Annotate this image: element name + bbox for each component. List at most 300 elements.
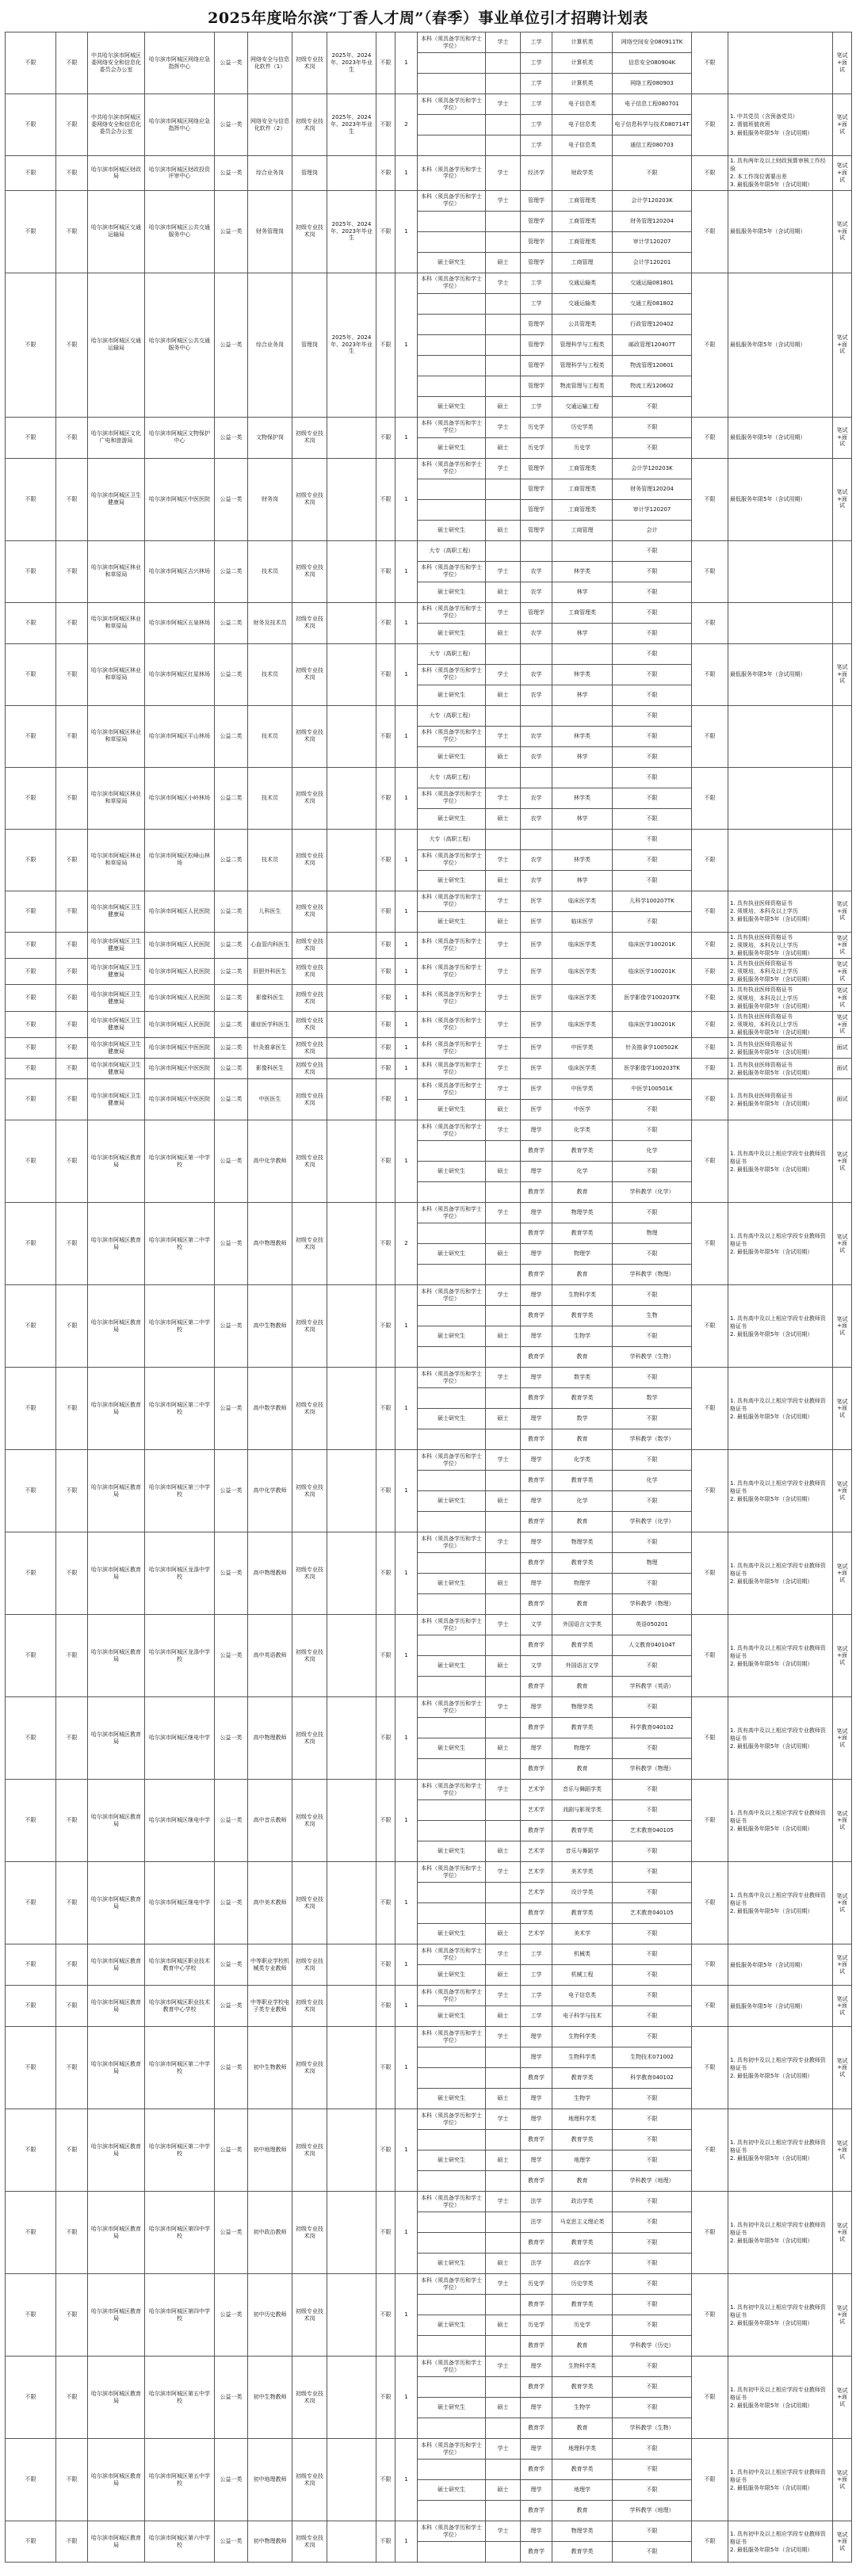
major-cell: 艺术教育040105 [613,1903,692,1924]
household-cell: 不限 [56,891,88,932]
post-category-cell: 初级专业技术岗 [292,417,327,458]
degree-cell: 学士 [486,1697,521,1718]
degree-cell: 硕士 [486,911,521,932]
major-cell: 不限 [613,417,692,437]
table-row [6,891,852,911]
employer-cell: 哈尔滨市阿城区教育局 [88,1285,145,1368]
household-cell: 不限 [56,2357,88,2439]
region-cell: 不限 [6,1285,56,1368]
headcount-cell: 1 [396,2439,418,2521]
headcount-cell: 1 [396,985,418,1011]
major-cell: 数学 [613,1388,692,1409]
major-cell: 针灸推拿学100502K [613,1038,692,1059]
degree-cell: 学士 [486,156,521,191]
unit-level-cell: 公益一类 [215,1285,248,1368]
code-cell: 不限 [376,1862,396,1944]
headcount-cell: 1 [396,829,418,891]
discipline-cell: 理学 [521,2480,552,2501]
unit-cell: 哈尔滨市阿城区第四中学校 [145,2192,215,2274]
headcount-cell: 1 [396,156,418,191]
education-cell: 硕士研究生 [418,870,486,891]
major-category-cell: 教育学类 [552,1718,613,1738]
education-cell [418,1883,486,1903]
table-row [6,190,852,211]
education-cell [418,1800,486,1821]
discipline-cell: 工学 [521,135,552,156]
major-cell: 学科教学（生物） [613,1347,692,1368]
degree-cell [486,1594,521,1615]
degree-cell: 学士 [486,94,521,115]
region-cell: 不限 [6,540,56,602]
discipline-cell: 教育学 [521,2295,552,2315]
major-cell: 不限 [613,2521,692,2542]
major-cell: 学科教学（英语） [613,1677,692,1697]
major-category-cell: 教育学类 [552,1553,613,1574]
education-cell [418,53,486,74]
degree-cell [486,2501,521,2521]
education-cell: 本科（须具备学历和学士学位） [418,273,486,293]
discipline-cell: 农学 [521,582,552,602]
exam-method-cell: 笔试+面试 [833,417,852,458]
degree-cell: 硕士 [486,1326,521,1347]
degree-cell: 硕士 [486,1841,521,1862]
exam-method-cell: 笔试+面试 [833,94,852,156]
degree-cell [486,1388,521,1409]
discipline-cell: 艺术学 [521,1862,552,1883]
education-cell: 硕士研究生 [418,808,486,829]
major-category-cell: 生物学 [552,2398,613,2418]
household-cell: 不限 [56,643,88,705]
post-category-cell: 初级专业技术岗 [292,1011,327,1037]
major-cell: 不限 [613,829,692,849]
code-cell: 不限 [376,891,396,932]
household-cell: 不限 [56,1986,88,2027]
exam-method-cell [833,705,852,767]
major-category-cell: 教育 [552,1347,613,1368]
post-category-cell: 初级专业技术岗 [292,1780,327,1862]
major-category-cell: 工商管理 [552,252,613,273]
discipline-cell: 理学 [521,2150,552,2171]
age-cell: 不限 [692,32,728,94]
table-row [6,2109,852,2130]
region-cell: 不限 [6,1986,56,2027]
unit-cell: 哈尔滨市阿城区网络应急指挥中心 [145,94,215,156]
major-cell: 不限 [613,849,692,870]
headcount-cell: 1 [396,2109,418,2192]
employer-cell: 哈尔滨市阿城区林业和草原局 [88,829,145,891]
major-cell: 不限 [613,1285,692,1306]
major-category-cell: 化学类 [552,1450,613,1471]
major-cell: 不限 [613,767,692,788]
major-cell: 临床医学100201K [613,932,692,958]
household-cell: 不限 [56,1285,88,1368]
degree-cell [486,2295,521,2315]
discipline-cell: 教育学 [521,2542,552,2563]
table-row [6,1203,852,1223]
discipline-cell: 管理学 [521,520,552,540]
education-cell: 本科（须具备学历和学士学位） [418,190,486,211]
major-category-cell: 教育学类 [552,1388,613,1409]
unit-cell: 哈尔滨市阿城区中医医院 [145,1079,215,1120]
discipline-cell: 管理学 [521,458,552,479]
major-cell: 英语050201 [613,1615,692,1635]
degree-cell [486,1883,521,1903]
age-cell: 不限 [692,1780,728,1862]
discipline-cell [521,705,552,726]
post-name-cell: 技术员 [248,705,292,767]
major-cell: 不限 [613,2254,692,2274]
education-cell [418,74,486,94]
education-cell: 硕士研究生 [418,685,486,705]
degree-cell [486,2130,521,2150]
education-cell: 硕士研究生 [418,2150,486,2171]
post-category-cell: 初级专业技术岗 [292,32,327,94]
exam-method-cell: 笔试+面试 [833,32,852,94]
major-cell: 不限 [613,2027,692,2047]
discipline-cell: 理学 [521,1326,552,1347]
unit-cell: 哈尔滨市阿城区继电中学 [145,1780,215,1862]
discipline-cell: 医学 [521,932,552,958]
education-cell: 硕士研究生 [418,1574,486,1594]
discipline-cell: 理学 [521,2109,552,2130]
major-cell: 科学教育040102 [613,2068,692,2089]
exam-method-cell: 面试 [833,1038,852,1059]
major-cell: 不限 [613,1800,692,1821]
major-cell: 不限 [613,2006,692,2027]
unit-cell: 哈尔滨市阿城区第六中学校 [145,2521,215,2563]
post-category-cell: 初级专业技术岗 [292,1986,327,2027]
major-cell: 会计学120201 [613,252,692,273]
discipline-cell: 农学 [521,849,552,870]
table-row [6,767,852,788]
degree-cell: 学士 [486,2439,521,2460]
age-cell: 不限 [692,2192,728,2274]
requirements-cell: 1. 具有执业医师资格证书 2. 最低服务年限5年（含试用期） [728,1038,833,1059]
major-category-cell: 计算机类 [552,74,613,94]
post-name-cell: 中等职业学校电子类专业教师 [248,1986,292,2027]
education-cell [418,2377,486,2398]
unit-level-cell: 公益一类 [215,94,248,156]
degree-cell [486,2171,521,2192]
major-cell: 生物 [613,1306,692,1326]
education-cell [418,479,486,499]
table-row [6,705,852,726]
degree-cell: 硕士 [486,2254,521,2274]
major-category-cell: 计算机类 [552,53,613,74]
degree-cell: 学士 [486,849,521,870]
post-category-cell: 初级专业技术岗 [292,1203,327,1285]
code-cell: 不限 [376,156,396,191]
degree-cell: 学士 [486,932,521,958]
major-category-cell: 林学类 [552,849,613,870]
household-cell: 不限 [56,985,88,1011]
age-cell: 不限 [692,190,728,273]
household-cell: 不限 [56,156,88,191]
region-cell: 不限 [6,1615,56,1697]
table-row [6,1368,852,1388]
requirements-cell: 最低服务年限5年（含试用期） [728,190,833,273]
age-cell: 不限 [692,1368,728,1450]
major-category-cell: 生物科学类 [552,2047,613,2068]
degree-cell: 硕士 [486,582,521,602]
age-cell: 不限 [692,2274,728,2357]
major-category-cell: 交通运输类 [552,273,613,293]
major-cell: 信息安全080904K [613,53,692,74]
unit-cell: 哈尔滨市阿城区第二中学校 [145,1368,215,1450]
post-name-cell: 初中政治教师 [248,2192,292,2274]
requirements-cell [728,767,833,829]
major-category-cell: 管理科学与工程类 [552,355,613,376]
degree-cell: 学士 [486,561,521,582]
major-cell: 不限 [613,2439,692,2460]
degree-cell [486,231,521,252]
education-cell: 本科（须具备学历和学士学位） [418,1368,486,1388]
headcount-cell: 2 [396,1203,418,1285]
household-cell: 不限 [56,932,88,958]
education-cell: 硕士研究生 [418,746,486,767]
employer-cell: 哈尔滨市阿城区教育局 [88,1944,145,1986]
post-name-cell: 技术员 [248,540,292,602]
post-category-cell: 初级专业技术岗 [292,1697,327,1780]
table-row [6,1059,852,1079]
degree-cell [486,1800,521,1821]
major-category-cell: 物理学 [552,1244,613,1265]
major-cell: 学科教学（化学） [613,1182,692,1203]
degree-cell: 硕士 [486,1100,521,1120]
major-category-cell: 财政学类 [552,156,613,191]
employer-cell: 哈尔滨市阿城区教育局 [88,2192,145,2274]
major-category-cell: 数学类 [552,1368,613,1388]
age-cell: 不限 [692,1038,728,1059]
education-cell: 本科（须具备学历和学士学位） [418,1450,486,1471]
graduate-cohort-cell [327,1986,376,2027]
region-cell: 不限 [6,2357,56,2439]
major-cell: 不限 [613,2315,692,2336]
region-cell: 不限 [6,2192,56,2274]
code-cell: 不限 [376,958,396,984]
age-cell: 不限 [692,1285,728,1368]
major-cell: 网络空间安全080911TK [613,32,692,53]
major-cell: 不限 [613,2480,692,2501]
exam-method-cell: 面试 [833,1079,852,1120]
major-category-cell [552,705,613,726]
discipline-cell: 理学 [521,1738,552,1759]
region-cell: 不限 [6,2521,56,2563]
code-cell: 不限 [376,1038,396,1059]
employer-cell: 哈尔滨市阿城区教育局 [88,2109,145,2192]
degree-cell [486,53,521,74]
discipline-cell: 农学 [521,623,552,643]
post-name-cell: 初中地理教师 [248,2439,292,2521]
region-cell: 不限 [6,1697,56,1780]
discipline-cell: 艺术学 [521,1800,552,1821]
region-cell: 不限 [6,32,56,94]
discipline-cell: 理学 [521,2089,552,2109]
headcount-cell: 1 [396,1615,418,1697]
unit-cell: 哈尔滨市阿城区公共交通服务中心 [145,273,215,417]
exam-method-cell: 笔试+面试 [833,958,852,984]
graduate-cohort-cell [327,1862,376,1944]
requirements-cell: 1. 具有初中及以上相应学段专业教师资格证书 2. 最低服务年限5年（含试用期） [728,2357,833,2439]
post-name-cell: 综合业务岗 [248,273,292,417]
graduate-cohort-cell [327,1615,376,1697]
education-cell: 硕士研究生 [418,1738,486,1759]
employer-cell: 哈尔滨市阿城区教育局 [88,2027,145,2109]
post-category-cell: 初级专业技术岗 [292,1038,327,1059]
major-cell: 不限 [613,870,692,891]
table-row [6,1285,852,1306]
requirements-cell: 1. 具有高中及以上相应学段专业教师资格证书 2. 最低服务年限5年（含试用期） [728,1862,833,1944]
exam-method-cell: 笔试+面试 [833,1011,852,1037]
headcount-cell: 1 [396,2521,418,2563]
degree-cell: 硕士 [486,1574,521,1594]
post-category-cell: 初级专业技术岗 [292,829,327,891]
discipline-cell: 管理学 [521,479,552,499]
education-cell: 硕士研究生 [418,1326,486,1347]
discipline-cell: 教育学 [521,1553,552,1574]
requirements-cell: 1. 具有执业医师资格证书 2. 须规培，本科及以上学历 3. 最低服务年限5年（含试用期） [728,958,833,984]
discipline-cell: 理学 [521,2521,552,2542]
degree-cell [486,2233,521,2254]
degree-cell: 硕士 [486,2089,521,2109]
major-cell: 临床医学100201K [613,958,692,984]
education-cell [418,135,486,156]
major-category-cell: 机械类 [552,1944,613,1965]
major-category-cell: 教育 [552,1429,613,1450]
table-row [6,1697,852,1718]
exam-method-cell: 笔试+面试 [833,1450,852,1532]
table-body [6,32,852,2563]
unit-level-cell: 公益一类 [215,1203,248,1285]
exam-method-cell: 笔试+面试 [833,1986,852,2027]
unit-level-cell: 公益一类 [215,1780,248,1862]
household-cell: 不限 [56,1038,88,1059]
major-category-cell: 管理科学与工程类 [552,334,613,355]
major-cell: 科学教育040102 [613,1718,692,1738]
table-row [6,540,852,561]
age-cell: 不限 [692,767,728,829]
age-cell: 不限 [692,1011,728,1037]
post-name-cell: 综合业务岗 [248,156,292,191]
major-cell: 学科教学（数学） [613,1429,692,1450]
region-cell: 不限 [6,1368,56,1450]
post-name-cell: 财务岗 [248,458,292,540]
region-cell: 不限 [6,2274,56,2357]
region-cell: 不限 [6,985,56,1011]
graduate-cohort-cell [327,932,376,958]
exam-method-cell: 笔试+面试 [833,1285,852,1368]
degree-cell: 学士 [486,958,521,984]
unit-cell: 哈尔滨市阿城区平山林场 [145,705,215,767]
degree-cell: 硕士 [486,1491,521,1512]
major-cell: 不限 [613,1738,692,1759]
major-cell: 不限 [613,540,692,561]
code-cell: 不限 [376,829,396,891]
degree-cell [486,2212,521,2233]
post-name-cell: 中医医生 [248,1079,292,1120]
graduate-cohort-cell: 2025年、2024年、2023年毕业生 [327,94,376,156]
major-category-cell: 物理学 [552,1574,613,1594]
exam-method-cell: 笔试+面试 [833,643,852,705]
major-category-cell [552,540,613,561]
unit-cell: 哈尔滨市阿城区第二中学校 [145,1285,215,1368]
household-cell: 不限 [56,602,88,643]
requirements-cell: 1. 具有高中及以上相应学段专业教师资格证书 2. 最低服务年限5年（含试用期） [728,1450,833,1532]
degree-cell: 学士 [486,1450,521,1471]
exam-method-cell: 笔试+面试 [833,1697,852,1780]
employer-cell: 哈尔滨市阿城区教育局 [88,2439,145,2521]
education-cell [418,1821,486,1841]
exam-method-cell: 笔试+面试 [833,2192,852,2274]
major-cell: 儿科学100207TK [613,891,692,911]
degree-cell [486,115,521,135]
education-cell: 硕士研究生 [418,1841,486,1862]
education-cell [418,2501,486,2521]
discipline-cell: 教育学 [521,1223,552,1244]
discipline-cell: 教育学 [521,2233,552,2254]
degree-cell: 学士 [486,2109,521,2130]
requirements-cell: 1. 具有高中及以上相应学段专业教师资格证书 2. 最低服务年限5年（含试用期） [728,1532,833,1615]
education-cell [418,293,486,314]
post-name-cell: 儿科医生 [248,891,292,932]
requirements-cell: 1. 具有初中及以上相应学段专业教师资格证书 2. 最低服务年限5年（含试用期） [728,2521,833,2563]
major-cell: 不限 [613,623,692,643]
unit-level-cell: 公益二类 [215,1038,248,1059]
education-cell [418,1471,486,1491]
major-cell: 物流工程120602 [613,376,692,396]
major-category-cell: 林学 [552,582,613,602]
education-cell: 本科（须具备学历和学士学位） [418,958,486,984]
unit-level-cell: 公益一类 [215,1615,248,1697]
major-category-cell: 教育 [552,1594,613,1615]
discipline-cell: 医学 [521,1100,552,1120]
post-name-cell: 高中音乐教师 [248,1780,292,1862]
table-row [6,643,852,664]
code-cell: 不限 [376,32,396,94]
discipline-cell: 艺术学 [521,1780,552,1800]
major-category-cell: 教育 [552,1182,613,1203]
discipline-cell: 历史学 [521,2274,552,2295]
employer-cell: 哈尔滨市阿城区卫生健康局 [88,1011,145,1037]
requirements-cell: 1. 具有高中及以上相应学段专业教师资格证书 2. 最低服务年限5年（含试用期） [728,1697,833,1780]
major-category-cell: 教育 [552,1677,613,1697]
discipline-cell [521,829,552,849]
education-cell: 本科（须具备学历和学士学位） [418,1285,486,1306]
major-category-cell: 教育学类 [552,1903,613,1924]
headcount-cell: 1 [396,1944,418,1986]
unit-level-cell: 公益二类 [215,602,248,643]
education-cell [418,2336,486,2357]
code-cell: 不限 [376,540,396,602]
employer-cell: 哈尔滨市阿城区卫生健康局 [88,958,145,984]
unit-cell: 哈尔滨市阿城区五泉林场 [145,602,215,643]
region-cell: 不限 [6,1011,56,1037]
discipline-cell: 教育学 [521,1594,552,1615]
post-category-cell: 初级专业技术岗 [292,891,327,932]
region-cell: 不限 [6,190,56,273]
region-cell: 不限 [6,156,56,191]
education-cell: 本科（须具备学历和学士学位） [418,891,486,911]
education-cell: 本科（须具备学历和学士学位） [418,664,486,685]
major-cell: 电子信息工程080701 [613,94,692,115]
major-cell: 艺术教育040105 [613,1821,692,1841]
degree-cell [486,1265,521,1285]
major-category-cell: 计算机类 [552,32,613,53]
discipline-cell: 工学 [521,1965,552,1986]
major-category-cell: 教育 [552,2418,613,2439]
employer-cell: 哈尔滨市阿城区林业和草原局 [88,643,145,705]
major-cell: 医学影像学100203TK [613,985,692,1011]
